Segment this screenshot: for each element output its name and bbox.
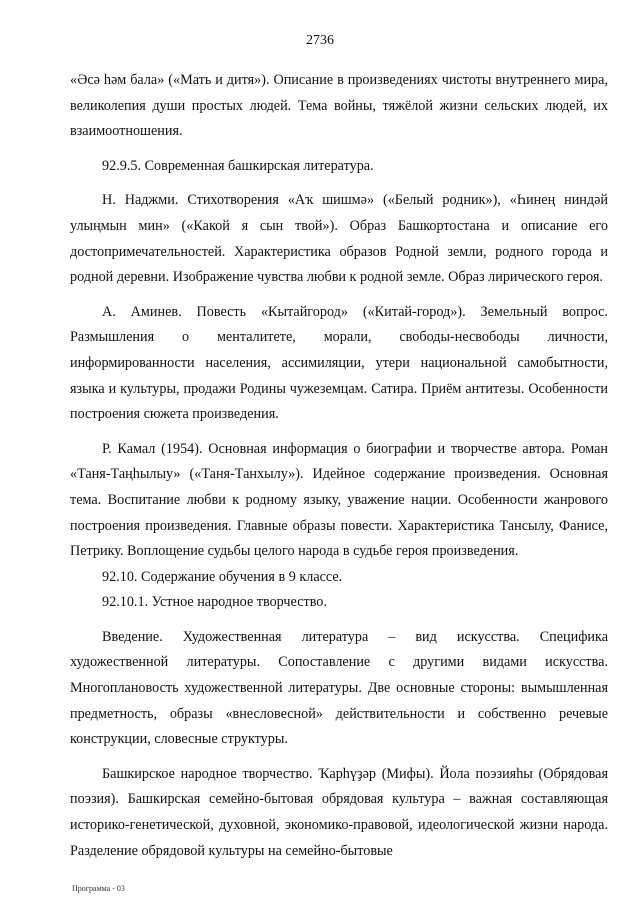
section-heading-92-9-5: 92.9.5. Современная башкирская литература. — [102, 157, 374, 174]
paragraph-introduction: Введение. Художественная литература – вид искусства. Специфика художественной литературы. Сопоставление с другими видами искусства. Многоплановость художественной литературы. Две основные стороны: вымышленная предметность, образы «внесловесной» действительности и собственно речевые конструкции, словесные структуры. — [70, 628, 608, 748]
section-heading-92-10: 92.10. Содержание обучения в 9 классе. — [102, 568, 343, 585]
paragraph-aminev: А. Аминев. Повесть «Кытайгород» («Китай-город»). Земельный вопрос. Размышления о менталитете, морали, свободы-несвободы личности, информированности населения, ассимиляции, утери национальной самобытности, языка и культуры, продажи Родины чужеземцам. Сатира. Приём антитезы. Особенности построения сюжета произведения. — [70, 303, 608, 423]
paragraph-asa-ham-bala: «Әсә һәм бала» («Мать и дитя»). Описание в произведениях чистоты внутреннего мира, великолепия души простых людей. Тема войны, тяжёлой жизни сельских людей, их взаимоотношения. — [70, 72, 608, 140]
page-number: 2736 — [306, 33, 334, 48]
document-body — [70, 68, 608, 864]
paragraph-najmi: Н. Наджми. Стихотворения «Аҡ шишмә» («Белый родник»), «Һинең ниндәй улыңмын мин» («Какой я сын твой»). Образ Башкортостана и описание его достопримечательностей. Характеристика образов Родной земли, родного города и родной деревни. Изображение чувства любви к родной земле. Образ лирического героя. — [70, 192, 608, 286]
paragraph-folk-creativity: Башкирское народное творчество. Ҡарһүҙәр (Мифы). Йола поэзияһы (Обрядовая поэзия). Башкирская семейно-бытовая обрядовая культура – важная составляющая историко-генетической, духовной, экономико-правовой, идеологической жизни народа. Разделение обрядовой культуры на семейно-бытовые — [70, 765, 608, 859]
section-heading-92-10-1: 92.10.1. Устное народное творчество. — [102, 594, 327, 611]
footer-program-label: Программа - 03 — [72, 884, 125, 893]
paragraph-kamal: Р. Камал (1954). Основная информация о биографии и творчестве автора. Роман «Таня-Таңһылыу» («Таня-Танхылу»). Идейное содержание произведения. Основная тема. Воспитание любви к родному языку, уважение нации. Особенности жанрового построения произведения. Главные образы повести. Характеристика Тансылу, Фанисе, Петрику. Воплощение судьбы целого народа в судьбе героя произведения. — [70, 440, 608, 560]
